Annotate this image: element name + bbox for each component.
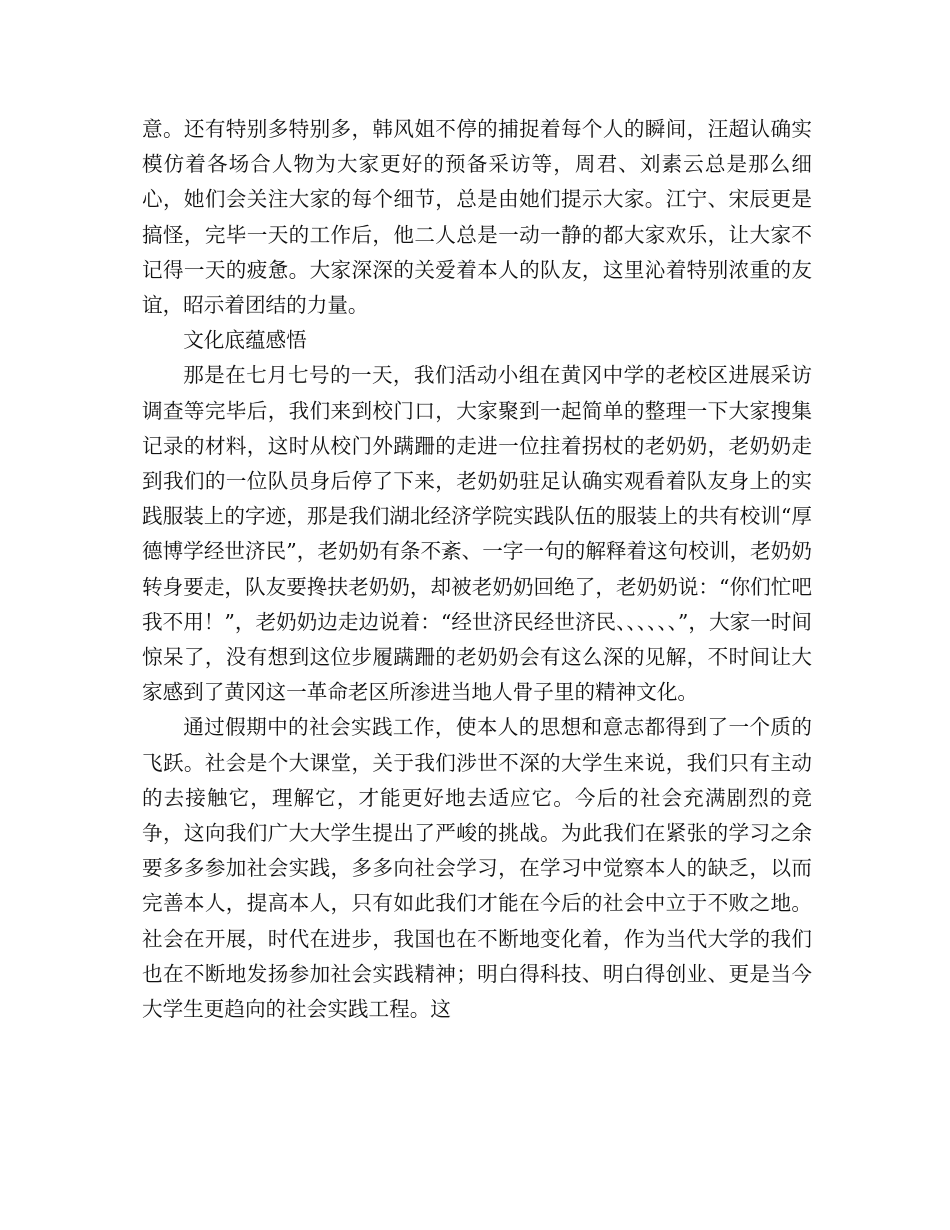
paragraph-old-grandmother: 那是在七月七号的一天，我们活动小组在黄冈中学的老校区进展采访调查等完毕后，我们来到校门口，大家聚到一起简单的整理一下大家搜集记录的材料，这时从校门外蹒跚的走进一位拄着拐杖的老奶奶，老奶奶走到我们的一位队员身后停了下来，老奶奶驻足认确实观看着队友身上的实践服装上的字迹，那是我们湖北经济学院实践队伍的服装上的共有校训“厚德博学经世济民”，老奶奶有条不紊、一字一句的解释着这句校训，老奶奶转身要走，队友要搀扶老奶奶，却被老奶奶回绝了，老奶奶说：“你们忙吧我不用！”，老奶奶边走边说着：“经世济民经世济民、、、、、、”，大家一时间惊呆了，没有想到这位步履蹒跚的老奶奶会有这么深的见解，不时间让大家感到了黄冈这一革命老区所渗进当地人骨子里的精神文化。 xyxy=(142,363,812,705)
paragraph-social-practice: 通过假期中的社会实践工作，使本人的思想和意志都得到了一个质的飞跃。社会是个大课堂，关于我们涉世不深的大学生来说，我们只有主动的去接触它，理解它，才能更好地去适应它。今后的社会充满剧烈的竞争，这向我们广大大学生提出了严峻的挑战。为此我们在紧张的学习之余要多多参加社会实践，多多向社会学习，在学习中觉察本人的缺乏，以而完善本人，提高本人，只有如此我们才能在今后的社会中立于不败之地。社会在开展，时代在进步，我国也在不断地变化着，作为当代大学的我们也在不断地发扬参加社会实践精神；明白得科技、明白得创业、更是当今大学生更趋向的社会实践工程。这 xyxy=(142,715,812,1022)
paragraph-teamwork: 意。还有特别多特别多，韩风姐不停的捕捉着每个人的瞬间，汪超认确实模仿着各场合人物为大家更好的预备采访等，周君、刘素云总是那么细心，她们会关注大家的每个细节，总是由她们提示大家。江宁、宋辰更是搞怪，完毕一天的工作后，他二人总是一动一静的都大家欢乐，让大家不记得一天的疲惫。大家深深的关爱着本人的队友，这里沁着特别浓重的友谊，昭示着团结的力量。 xyxy=(142,117,812,318)
section-heading-culture: 文化底蕴感悟 xyxy=(183,328,307,353)
document-body xyxy=(142,112,812,1027)
